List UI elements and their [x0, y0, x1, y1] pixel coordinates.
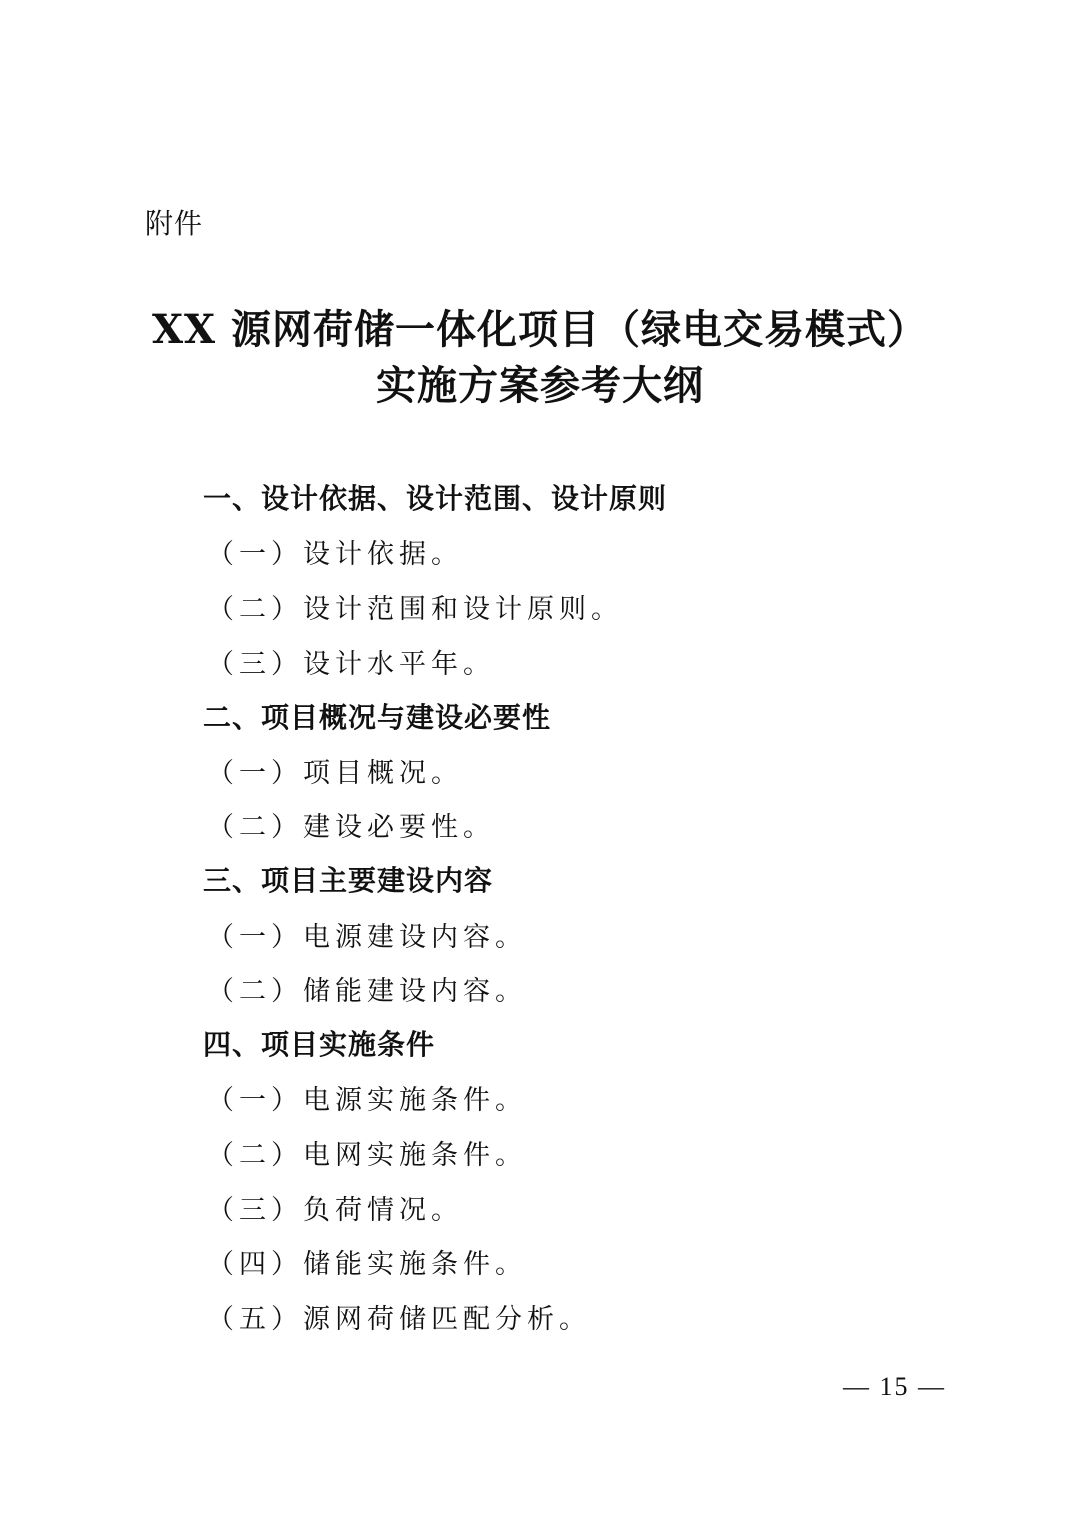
document-title-line-1: XX 源网荷储一体化项目（绿电交易模式）: [152, 306, 928, 353]
attachment-label: 附件: [145, 207, 204, 240]
outline-subitem: （四）储能实施条件。: [207, 1249, 527, 1281]
outline-heading: 三、项目主要建设内容: [203, 864, 494, 898]
document-title-line-2: 实施方案参考大纲: [376, 362, 704, 409]
outline-subitem: （三）负荷情况。: [207, 1194, 463, 1226]
outline-subitem: （一）设计依据。: [207, 539, 463, 571]
page-number: — 15 —: [843, 1372, 946, 1401]
outline-heading: 四、项目实施条件: [203, 1028, 436, 1062]
outline-subitem: （五）源网荷储匹配分析。: [207, 1303, 591, 1335]
outline-heading: 一、设计依据、设计范围、设计原则: [203, 482, 668, 516]
outline-heading: 二、项目概况与建设必要性: [203, 700, 552, 734]
outline-subitem: （二）储能建设内容。: [207, 976, 527, 1008]
outline-subitem: （二）电网实施条件。: [207, 1139, 527, 1171]
outline-subitem: （一）项目概况。: [207, 757, 463, 789]
outline-list: [203, 470, 963, 1344]
outline-subitem: （一）电源建设内容。: [207, 921, 527, 953]
outline-subitem: （三）设计水平年。: [207, 648, 495, 680]
outline-subitem: （二）设计范围和设计原则。: [207, 593, 623, 625]
outline-subitem: （一）电源实施条件。: [207, 1085, 527, 1117]
outline-subitem: （二）建设必要性。: [207, 812, 495, 844]
